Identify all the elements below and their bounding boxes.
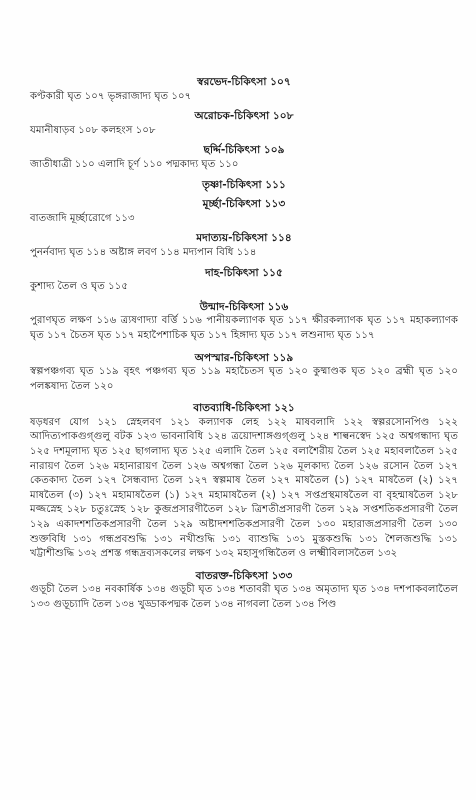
section-entries-svarabheda: কণ্টকারী ঘৃত ১০৭ ভৃঙ্গরাজাদ্য ঘৃত ১০৭ <box>30 90 192 102</box>
section-heading-vatavyadhi: বাতব্যাধি-চিকিৎসা ১২১ <box>193 402 295 415</box>
section-heading-madatyaya: মদাত্যয়-চিকিৎসা ১১৪ <box>196 232 292 245</box>
section-heading-daha: দাহ-চিকিৎসা ১১৫ <box>205 266 283 279</box>
section-entries-vatavyadhi: ষড়ধরণ যোগ ১২১ স্নেহলবণ ১২১ কল্যাণক লেহ ১২২ মাষবলাদি ১২২ স্বল্পরসোনপিণ্ড ১২২ আদিত্যপাকগুগ্গুলু বটক ১২৩ ভাবনাবিধি ১২৪ ত্রয়োদশাঙ্গগুগ্গুলু ১২৪ শাল্বনস্বেদ ১২৫ অশ্বগন্ধাদ্য ঘৃত ১২৫ দশমূলাদ্য ঘৃত ১২৫ ছাগলাদ্য ঘৃত ১২৫ এলাদি তৈল ১২৫ বলাশৈরীয় তৈল ১২৫ মহাবলাতৈল ১২৫ নারায়ণ তৈল ১২৬ মহানারায়ণ তৈল ১২৬ অশ্বগন্ধা তৈল ১২৬ মূলকাদ্য তৈল ১২৬ রসোন তৈল ১২৭ কেতকাদ্য তৈল ১২৭ সৈন্ধবাদ্য তৈল ১২৭ স্বল্পমাষ তৈল ১২৭ মাষতৈল (১) ১২৭ মাষতৈল (২) ১২৭ মাষতৈল (৩) ১২৭ মহামাষতৈল (১) ১২৭ মহামাষতৈল (২) ১২৭ সপ্তপ্রস্থমাষতৈল বা বৃহন্মাষতৈল ১২৮ মজ্জস্নেহ ১২৮ চতুঃস্নেহ ১২৮ কুব্জপ্রসারণীতৈল ১২৮ ত্রিশতীপ্রসারণী তৈল ১২৯ সপ্তশতিকপ্রসারণী তৈল ১২৯ একাদশশতিকপ্রসারণী তৈল ১২৯ অষ্টাদশশতিকপ্রসারণী তৈল ১৩০ মহারাজপ্রসারণী তৈল ১৩০ শুক্তবিধি ১৩১ গন্ধপ্রবশুদ্ধি ১৩১ নখীশুদ্ধি ১৩১ ব্যাশুদ্ধি ১৩১ মুস্তকশুদ্ধি ১৩১ শৈলজশুদ্ধি ১৩১ খট্টাশীশুদ্ধি ১৩২ প্রশস্ত গন্ধদ্রব্যসকলের লক্ষণ ১৩২ মহাসুগন্ধিতৈল ও লক্ষ্মীবিলাসতৈল ১৩২ <box>30 416 458 560</box>
section-entries-daha: কুশাদ্য তৈল ও ঘৃত ১১৫ <box>30 281 128 293</box>
section-entries-vatarakta: গুড়ূচী তৈল ১৩৪ নবকার্ষিক ১৩৪ গুড়ূচী ঘৃত ১৩৪ শতাবরী ঘৃত ১৩৪ অমৃতাদ্য ঘৃত ১৩৪ দশপাকবলাতৈল ১৩৩ গুড়ূচ্যাদি তৈল ১৩৪ খুড্ডাকপদ্মক তৈল ১৩৪ নাগবলা তৈল ১৩৪ পিণ্ড <box>30 584 458 610</box>
section-heading-svarabheda: স্বরভেদ-চিকিৎসা ১০৭ <box>197 76 291 88</box>
section-heading-chhardi: ছর্দ্দি-চিকিৎসা ১০৯ <box>203 144 285 157</box>
section-entries-chhardi: জাতীধাত্রী ১১০ এলাদি চূর্ণ ১১০ পদ্মকাদ্য ঘৃত ১১০ <box>30 158 239 170</box>
section-heading-murchha: মূর্চ্ছা-চিকিৎসা ১১৩ <box>202 198 286 211</box>
section-entries-arochaka: যমানীষাড়ব ১০৮ কলহংস ১০৮ <box>30 124 156 136</box>
section-entries-unmada: পুরাণঘৃত লক্ষণ ১১৬ ত্র্যষণাদ্যা বর্ত্তি ১১৬ পানীয়কল্যাণক ঘৃত ১১৭ ক্ষীরকল্যাণক ঘৃত ১১৭ মহাকল্যাণক ঘৃত ১১৭ চৈতস ঘৃত ১১৭ মহাপৈশাচিক ঘৃত ১১৭ হিঙ্গাদ্য ঘৃত ১১৭ লশুনাদ্য ঘৃত ১১৭ <box>30 315 458 341</box>
section-entries-murchha: বাতজাদি মূর্চ্ছারোগে ১১৩ <box>30 212 135 224</box>
section-heading-trishna: তৃষ্ণা-চিকিৎসা ১১১ <box>202 178 286 191</box>
section-entries-madatyaya: পুনর্নবাদ্য ঘৃত ১১৪ অষ্টাঙ্গ লবণ ১১৪ মদ্যপান বিধি ১১৪ <box>30 246 257 258</box>
section-heading-apasmara: অপস্মার-চিকিৎসা ১১৯ <box>194 351 294 364</box>
section-heading-unmada: উন্মাদ-চিকিৎসা ১১৬ <box>199 300 289 313</box>
section-heading-vatarakta: বাতরক্ত-চিকিৎসা ১৩৩ <box>195 569 293 582</box>
section-heading-arochaka: অরোচক-চিকিৎসা ১০৮ <box>194 110 294 123</box>
section-entries-apasmara: স্বল্পপঞ্চগব্য ঘৃত ১১৯ বৃহৎ পঞ্চগব্য ঘৃত ১১৯ মহাচৈতস ঘৃত ১২০ কুষ্মাণ্ডক ঘৃত ১২০ ব্রহ্মী ঘৃত ১২০ পলঙ্কষাদ্য তৈল ১২০ <box>30 366 458 392</box>
